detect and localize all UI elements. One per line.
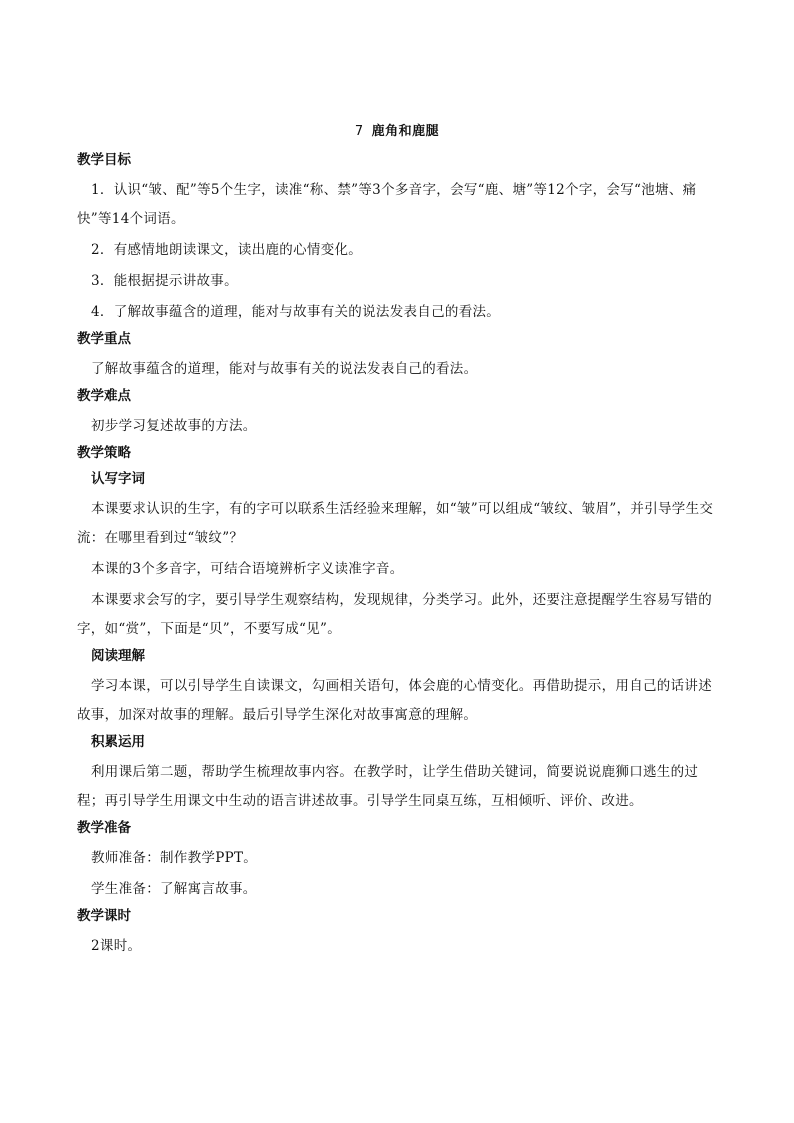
literacy-paragraph-2: 本课的3个多音字，可结合语境辨析字义读准字音。 bbox=[91, 561, 404, 577]
goal-item-3: 3．能根据提示讲故事。 bbox=[91, 273, 238, 289]
heading-strategy: 教学策略 bbox=[77, 445, 131, 461]
goal-item-4: 4．了解故事蕴含的道理，能对与故事有关的说法发表自己的看法。 bbox=[91, 304, 501, 320]
subheading-application: 积累运用 bbox=[91, 734, 145, 750]
periods-text: 2课时。 bbox=[91, 938, 142, 954]
lesson-title-text: 鹿角和鹿腿 bbox=[371, 124, 440, 139]
application-paragraph: 利用课后第二题，帮助学生梳理故事内容。在教学时，让学生借助关键词，简要说说鹿狮口逃生的过程；再引导学生用课文中生动的语言讲述故事。引导学生同桌互练，互相倾听、评价、改进。 bbox=[77, 764, 699, 809]
lesson-number: 7 bbox=[354, 124, 364, 139]
subheading-reading: 阅读理解 bbox=[91, 648, 145, 664]
heading-goals: 教学目标 bbox=[77, 152, 131, 168]
goal-item-1: 1．认识“皱、配”等5个生字，读准“称、禁”等3个多音字，会写“鹿、塘”等12个字，会写“池塘、痛快”等14个词语。 bbox=[77, 182, 697, 227]
heading-difficulties: 教学难点 bbox=[77, 388, 131, 404]
subheading-literacy: 认写字词 bbox=[91, 471, 145, 487]
difficulties-text: 初步学习复述故事的方法。 bbox=[91, 418, 257, 434]
lesson-title bbox=[0, 120, 794, 139]
heading-preparation: 教学准备 bbox=[77, 820, 131, 836]
literacy-paragraph-3: 本课要求会写的字，要引导学生观察结构，发现规律，分类学习。此外，还要注意提醒学生容易写错的字，如“赏”，下面是“贝”，不要写成“见”。 bbox=[77, 592, 712, 637]
heading-key-points: 教学重点 bbox=[77, 331, 131, 347]
teacher-preparation: 教师准备：制作教学PPT。 bbox=[91, 850, 258, 866]
key-points-text: 了解故事蕴含的道理，能对与故事有关的说法发表自己的看法。 bbox=[91, 361, 478, 377]
student-preparation: 学生准备：了解寓言故事。 bbox=[91, 881, 257, 897]
reading-paragraph: 学习本课，可以引导学生自读课文，勾画相关语句，体会鹿的心情变化。再借助提示，用自己的话讲述故事，加深对故事的理解。最后引导学生深化对故事寓意的理解。 bbox=[77, 678, 712, 723]
goal-item-2: 2．有感情地朗读课文，读出鹿的心情变化。 bbox=[91, 242, 363, 258]
heading-periods: 教学课时 bbox=[77, 908, 131, 924]
literacy-paragraph-1: 本课要求认识的生字，有的字可以联系生活经验来理解，如“皱”可以组成“皱纹、皱眉”，并引导学生交流：在哪里看到过“皱纹”？ bbox=[77, 501, 714, 546]
document-body bbox=[77, 150, 722, 963]
